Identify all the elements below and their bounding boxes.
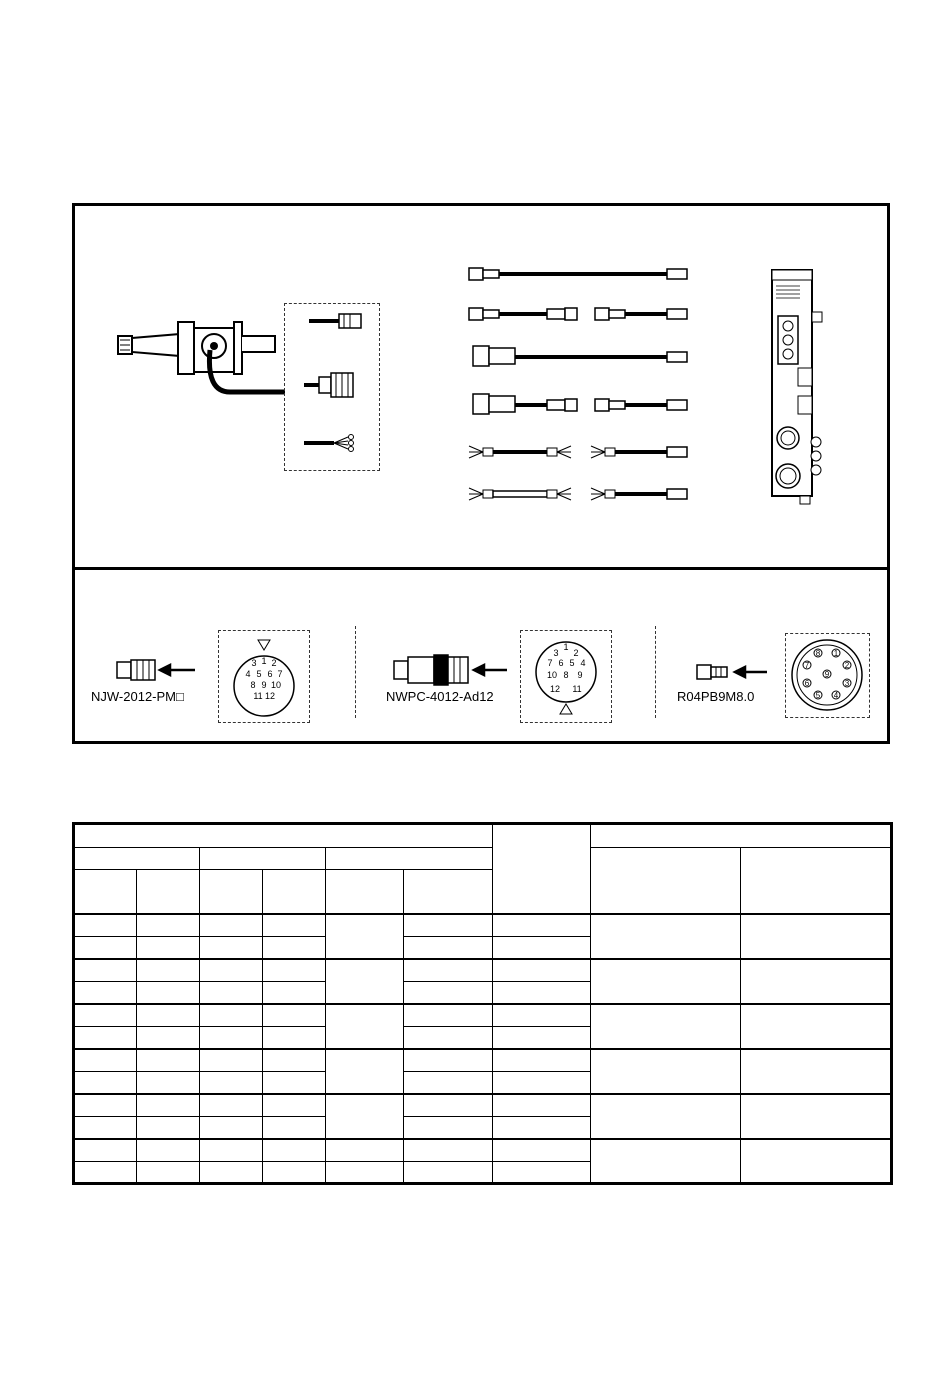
c2-pin-2: 2	[573, 648, 579, 658]
c3-pin-9: 9	[824, 670, 830, 679]
c1-pin-5: 5	[256, 669, 262, 679]
connector-divider-1	[355, 626, 356, 718]
c1-pin-7: 7	[277, 669, 283, 679]
actuator-illustration	[110, 310, 300, 410]
c1-pin-6: 6	[267, 669, 273, 679]
c3-pin-3: 3	[844, 679, 850, 688]
cable-assortment	[465, 262, 695, 512]
c3-pin-4: 4	[833, 691, 839, 700]
table-row	[74, 959, 892, 982]
table-row	[74, 1139, 892, 1162]
c2-pin-11: 11	[572, 684, 582, 694]
connector-3-label: R04PB9M8.0	[677, 689, 755, 704]
connector-1-label: NJW-2012-PM□	[91, 689, 184, 704]
connector-2-label: NWPC-4012-Ad12	[386, 689, 494, 704]
c1-pin-11: 11	[253, 691, 263, 701]
c2-pin-1: 1	[563, 642, 569, 652]
connector-2-plug-icon	[392, 653, 512, 687]
connector-1-plug-icon	[115, 658, 200, 682]
c2-pin-5: 5	[569, 658, 575, 668]
c3-pin-8: 8	[815, 649, 821, 658]
c1-pin-12: 12	[264, 691, 276, 701]
c1-pin-3: 3	[251, 658, 257, 668]
c2-pin-4: 4	[580, 658, 586, 668]
table-row	[74, 1094, 892, 1117]
c1-pin-10: 10	[270, 680, 282, 690]
c3-pin-7: 7	[804, 661, 810, 670]
c2-pin-7: 7	[547, 658, 553, 668]
table-row	[74, 1049, 892, 1072]
c2-pin-8: 8	[563, 670, 569, 680]
c2-pin-6: 6	[558, 658, 564, 668]
c3-pin-2: 2	[844, 661, 850, 670]
c2-pin-10: 10	[546, 670, 558, 680]
c1-pin-8: 8	[250, 680, 256, 690]
connector-divider-2	[655, 626, 656, 718]
connector-2-pinout	[520, 630, 612, 723]
c1-pin-2: 2	[271, 658, 277, 668]
cable-end-options	[284, 303, 380, 471]
c3-pin-1: 1	[833, 649, 839, 658]
table-header-row-2	[74, 848, 892, 870]
controller-unit	[770, 268, 830, 508]
connector-3-plug-icon	[695, 662, 770, 682]
connector-3-pinout	[785, 633, 870, 718]
table-header-row-1	[74, 824, 892, 848]
table-row	[74, 1004, 892, 1027]
table-row	[74, 914, 892, 937]
c1-pin-4: 4	[245, 669, 251, 679]
c3-pin-5: 5	[815, 691, 821, 700]
spec-table	[72, 822, 893, 1185]
c3-pin-6: 6	[804, 679, 810, 688]
c1-pin-9: 9	[261, 680, 267, 690]
c2-pin-3: 3	[553, 648, 559, 658]
c2-pin-9: 9	[577, 670, 583, 680]
c2-pin-12: 12	[549, 684, 561, 694]
c1-pin-1: 1	[261, 656, 267, 666]
connector-1-pinout	[218, 630, 310, 723]
